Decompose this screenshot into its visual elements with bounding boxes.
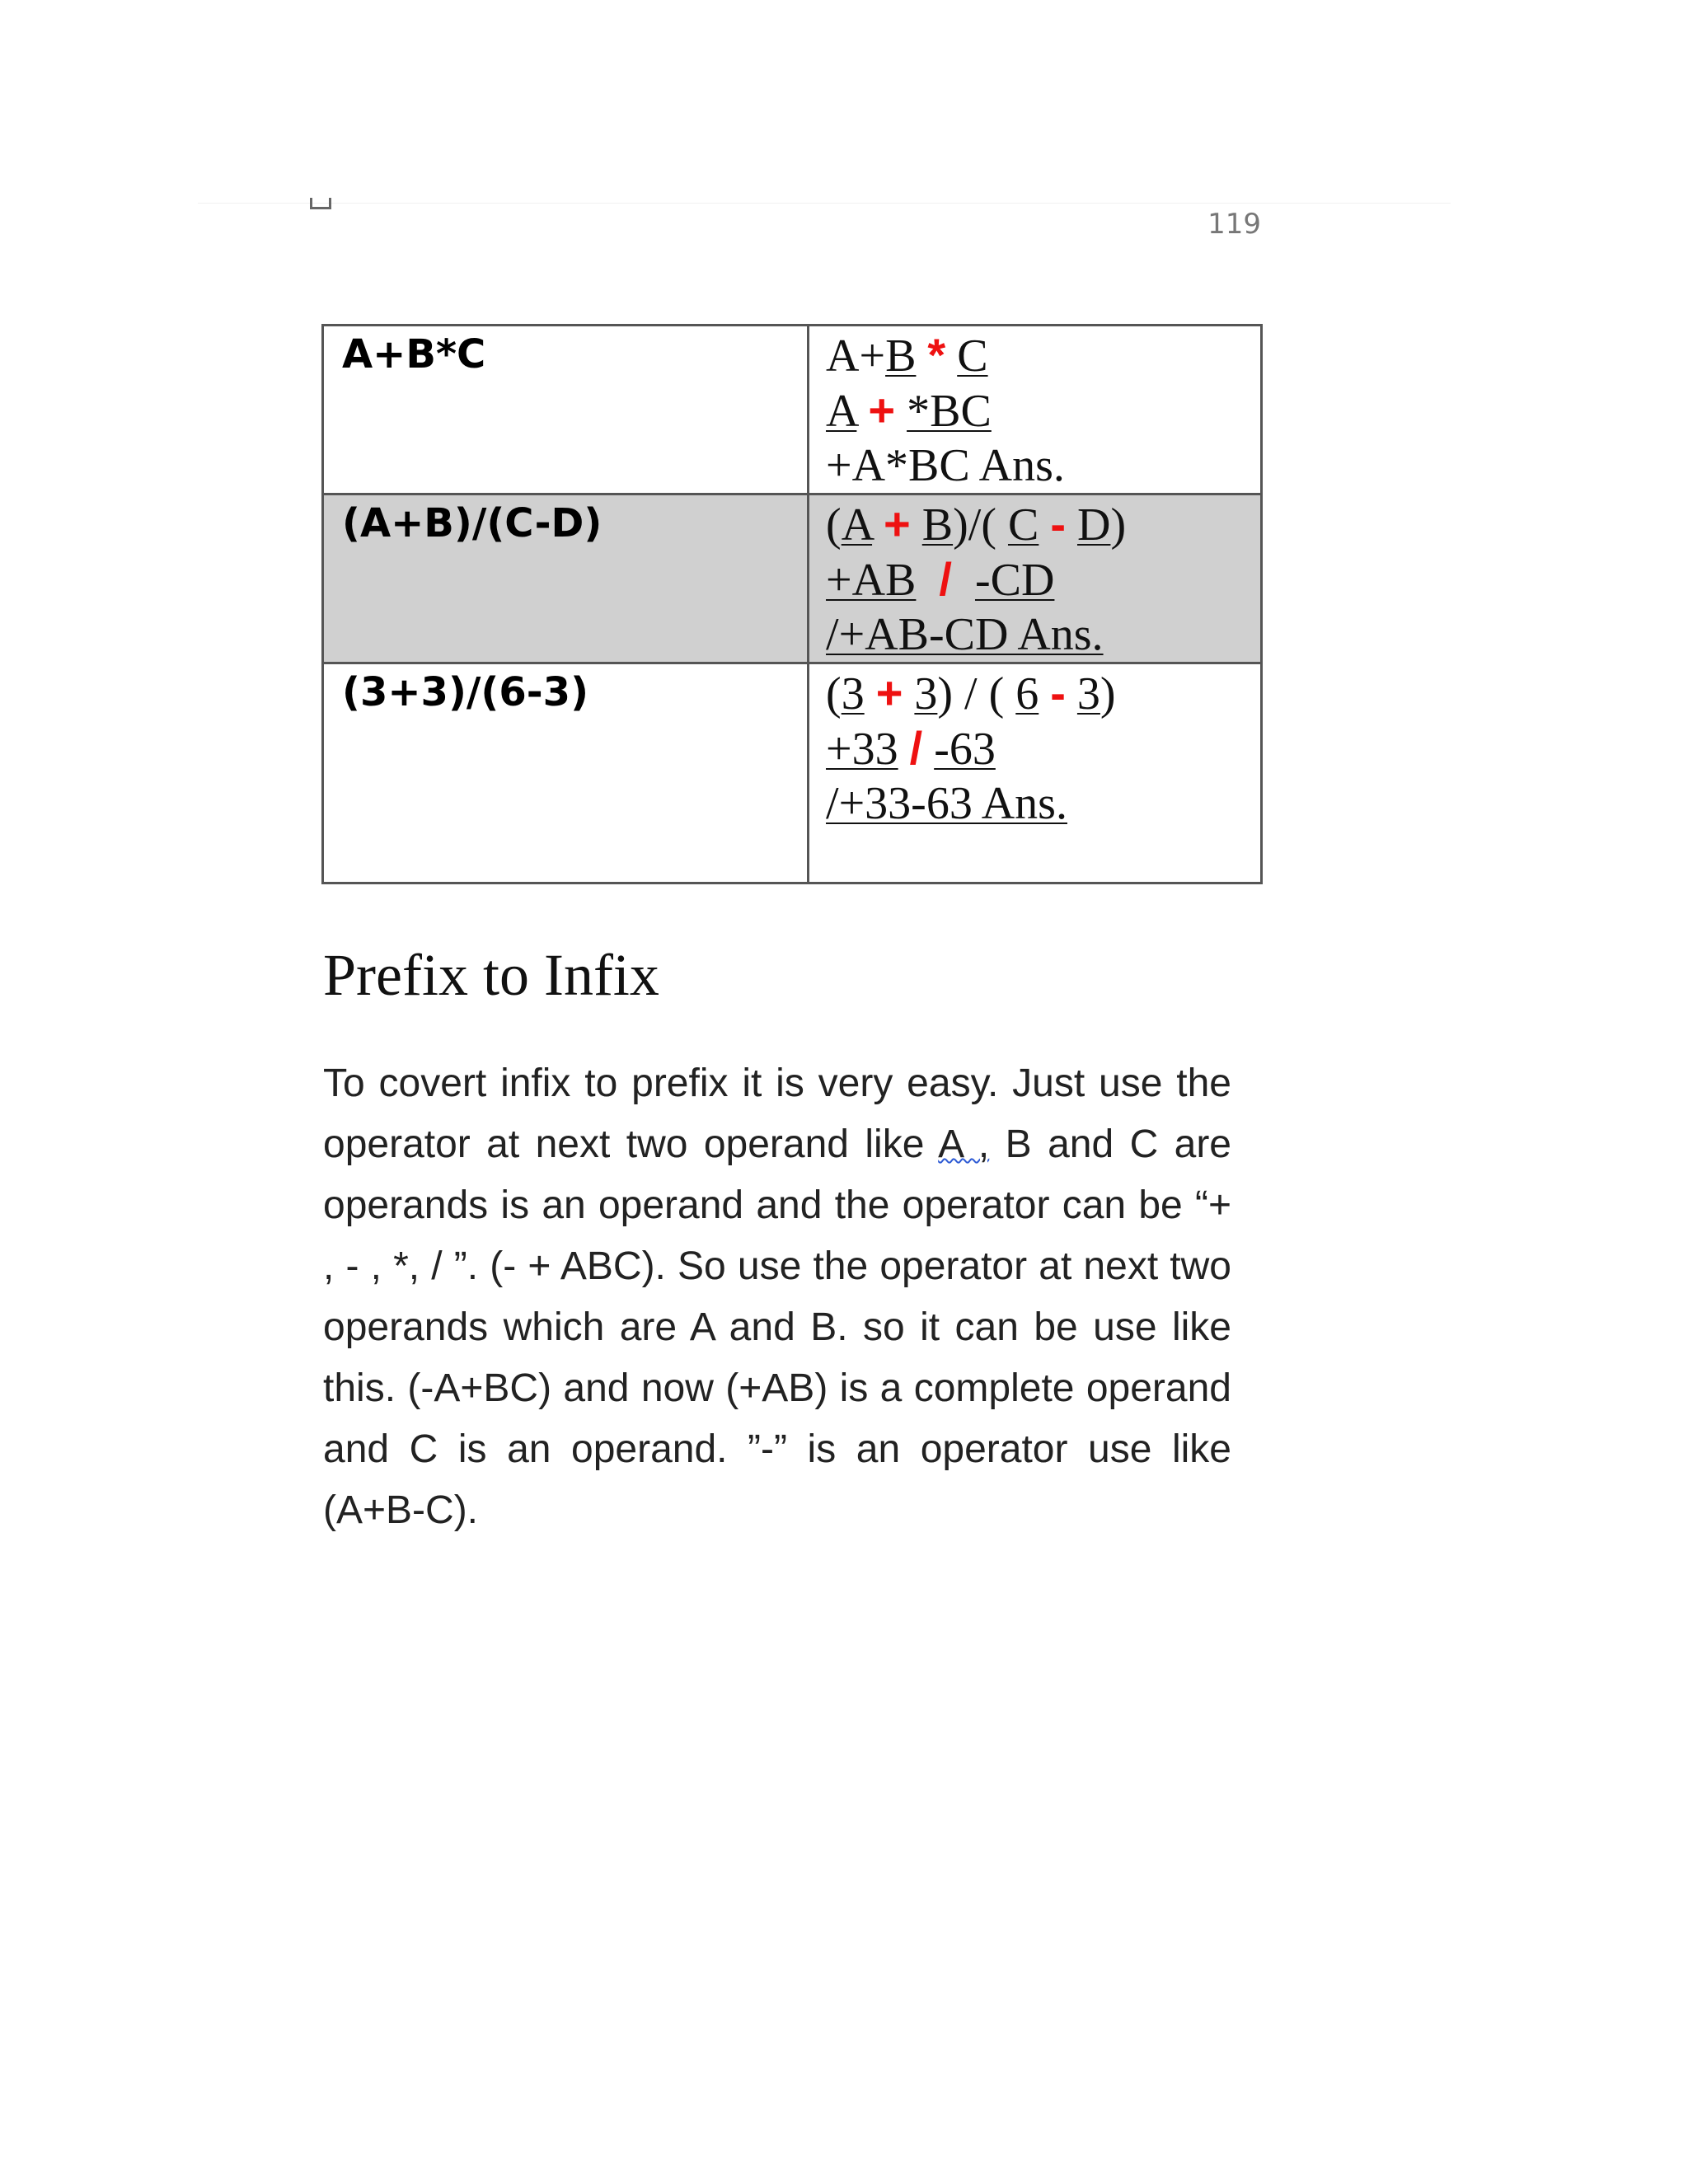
step-text: ) / ( [937, 668, 1016, 719]
table-row [323, 494, 1262, 663]
answer-line [826, 438, 1260, 493]
steps-cell [809, 494, 1262, 663]
operand-group: A [841, 499, 873, 551]
step-text [916, 330, 927, 382]
operand-group: *BC [907, 386, 992, 437]
step-text: A+ [826, 330, 886, 382]
body-paragraph [323, 1053, 1231, 1541]
step-text [1066, 668, 1077, 719]
step-line [826, 721, 1260, 776]
step-text: ) [1100, 668, 1116, 719]
step-line [826, 328, 1260, 383]
step-line [826, 383, 1260, 438]
step-text [911, 499, 922, 551]
operand-group: +33 [826, 724, 898, 775]
table-row [323, 326, 1262, 494]
step-text [872, 499, 884, 551]
step-text [856, 386, 868, 437]
operand-group: -63 [934, 724, 996, 775]
steps-cell [809, 326, 1262, 494]
step-text [1039, 668, 1050, 719]
infix-cell [323, 494, 809, 663]
operator-symbol: - [1050, 667, 1066, 719]
text-boundary-corner-mark [310, 198, 331, 209]
step-text [922, 724, 934, 775]
step-text: /+AB-CD Ans. [826, 609, 1104, 660]
step-text [903, 668, 914, 719]
page-number: 119 [1207, 208, 1261, 241]
answer-line [826, 776, 1260, 831]
infix-prefix-table [321, 324, 1263, 884]
operand-group: C [1007, 499, 1039, 551]
operand-group: 6 [1015, 668, 1039, 719]
infix-cell [323, 663, 809, 883]
step-text [898, 724, 910, 775]
step-text: ( [826, 668, 842, 719]
operand-group: 3 [1076, 668, 1100, 719]
operator-symbol: - [1050, 498, 1066, 550]
step-line [826, 497, 1260, 552]
infix-cell [323, 326, 809, 494]
infix-expression: A+B*C [342, 331, 486, 377]
operand-group: D [1076, 499, 1111, 551]
step-line [826, 552, 1260, 607]
operator-symbol: * [927, 329, 946, 381]
steps-cell [809, 663, 1262, 883]
step-text [1066, 499, 1077, 551]
operand-group: B [921, 499, 954, 551]
answer-line [826, 607, 1260, 662]
operand-group: 3 [841, 668, 865, 719]
operand-group: -CD [974, 555, 1055, 606]
operand-group: 3 [914, 668, 938, 719]
conversion-steps [809, 326, 1260, 493]
operator-symbol: + [875, 667, 903, 719]
operator-symbol: / [909, 722, 923, 774]
spellcheck-flagged-word: A , [938, 1122, 990, 1166]
step-text [945, 330, 957, 382]
operand-group: B [885, 330, 917, 382]
operand-group: +AB [826, 555, 917, 606]
operator-symbol: + [884, 498, 911, 550]
body-text-end: B and C are operands is an operand and the operator can be “+ , - , *, / ”. (- + ABC). So use the operator at next two operands which are A and B. so it can be use like this. (-A+BC) and now (+AB) is a complete operand and C is an operand. ”-” is an operator use like (A+B-C). [323, 1122, 1231, 1532]
table-row [323, 663, 1262, 883]
infix-expression: (3+3)/(6-3) [342, 669, 589, 715]
step-text: /+33-63 Ans. [826, 778, 1067, 829]
step-text: )/( [953, 499, 1008, 551]
step-line [826, 666, 1260, 721]
body-text-start: To covert infix to prefix it is very easy. Just use the operator at next two operand like [323, 1062, 1231, 1166]
step-text [895, 386, 907, 437]
step-text: +A*BC Ans. [826, 440, 1065, 491]
conversion-steps [809, 495, 1260, 662]
step-text: ) [1110, 499, 1127, 551]
step-text [865, 668, 876, 719]
operator-symbol: / [939, 553, 952, 605]
operator-symbol: + [868, 384, 896, 436]
infix-expression: (A+B)/(C-D) [342, 500, 603, 546]
step-text: ( [826, 499, 842, 551]
section-heading: Prefix to Infix [323, 942, 659, 1008]
operand-group: C [957, 330, 988, 382]
conversion-steps [809, 664, 1260, 831]
operand-group: A [826, 386, 857, 437]
header-rule [198, 203, 1451, 204]
step-text [1039, 499, 1050, 551]
step-text [952, 555, 975, 606]
step-text [916, 555, 939, 606]
